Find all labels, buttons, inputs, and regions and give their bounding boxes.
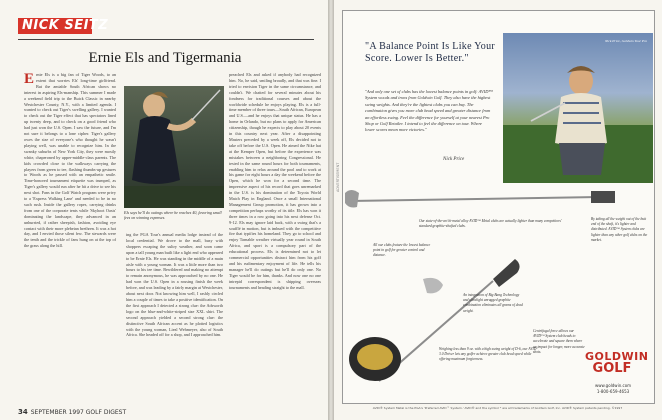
contact-info: [583, 383, 643, 395]
ad-signature: Nick Price: [443, 157, 465, 162]
iron-head-icon: [345, 190, 359, 208]
callout-right: By taking all the weight out of the butt end of the shaft, it's lighter and distributed. AVID™ System clubs are lighter than any other golf clubs on the market.: [591, 217, 648, 242]
ad-quote-body: "And only one set of clubs has the lowest balance points in golf: AVID™ System woods and irons from Goldwin Golf. They also have the highest swing weights. And they're the lightest clubs you can buy. The combination gives you more club head speed and greater distance from an effortless swing. Feel the difference for yourself at your nearest Pro Shop or Golf Retailer. I intend to feel the difference on tour. Where lower scores mean more victories.": [365, 89, 493, 133]
grip-icon-2: [493, 259, 520, 287]
phone-text: 1-800-659-4653: [596, 389, 630, 394]
logo-word-golf: GOLF: [592, 361, 632, 376]
legal-footer: AVID® System Metal is the PGA's 'Preferred AVID™ System.' AVID® and the symbol * are all trademarks of Goldwin Golf, Inc. AVID® System patents pending. ©1997: [372, 406, 623, 410]
left-page: [0, 0, 328, 420]
nick-price-photo: [503, 33, 653, 183]
iron-head-small-icon: [423, 278, 443, 293]
ad-headline-quote: "A Balance Point Is Like Your Score. Lower Is Better.": [365, 41, 495, 64]
page-folio: [18, 408, 126, 416]
callout-top: Our state-of-the-art bi-metal alloy AVID™ Metal clubs are actually lighter than many competitors' standard graphite-shafted clubs.: [419, 219, 562, 229]
page-number: 34: [18, 408, 28, 416]
callout-bottom-right: Centrifugal force allows our AVID™ System club heads to accelerate and square them where an impact for longer, more accurate shots.: [533, 329, 585, 354]
article-column-3: preached Els and asked if anybody had recognized him. No, he said, smiling broadly, and that was fine. I tried to envision Tiger in the same circumstance, and couldn't. We chatted for several minutes about his fondness for traditional courses and about the worldwide schedule he enjoys playing. Els is a full-time member of three tours—South African, European and U.S.—and he enjoys that unique status. He has a home in Orlando, but no plans to apply for American citizenship, though he expects to play about 20 events in this country next year. After a disappointing Masters preceded by a week off, Els decided not to take off before the U.S. Open. He aimed the Nike hat at the Kemper Open, but before the experience was mistakes between a neighboring Congressional. He tested in the same round hours for both tournaments, enabling him to relax around the pool and to work at his game for eight hours a day the weekend before the Open, which he won for a second time. The impressive aspect of his record that goes unremarked in the U.S. is his domination of the Toyota World Match Play in England. Once a small International Management Group promotion, it has grown into a competition perhaps worthy of its title. Els has won it three times in a row going into his next defense Oct. 9-12. Els may ignore laid back, with a swing that's a soufflé in motion, but is imbued with the competitive fire that typifies his homeland. They go to school and enjoy Tarnable weather virtually year round in South Africa, and sport is a compulsory part of the educational process. Els is determined not to let commercial opportunities distract him from his golf and his rudimentary enjoyment of life. He tells his manager he'll do outings but he'll do only one. No Tiger would be for him, thanks. And now one no one intrepid correspondent is shipping overseas tournaments and heading straight to the mall.: [229, 72, 321, 290]
advertisement-frame: [342, 10, 655, 404]
photo-caption: Els says he'll do outings where he reaches 40, favoring small fees on winning expenses.: [124, 210, 222, 220]
callout-left-2: An integration of Big Bang Technology and ultralight unrugged graphite combination eliminates all grams of dead weight.: [463, 293, 523, 313]
drop-cap: E: [24, 72, 35, 87]
goldwin-logo: [585, 350, 649, 376]
photo-credit: Nick Price, Goldwin Tour Pro: [604, 39, 647, 43]
ernie-els-photo: [124, 86, 224, 208]
header-rule: [18, 39, 314, 40]
golfer-swing-illustration: [124, 86, 224, 208]
article-column-2: ing the PGA Tour's annual media lodge instead of the local credential. We drove to the mall, busy with shoppers escaping the sultry weather, and soon came upon a tall young man built like a light end who appeared to be Ernie Els. He was standing in the middle of a main aisle with a young woman. It was a little more than two hours to his tee time. Bewildered and making no attempt to remain anonymous, he was approached by no one. He had won the U.S. Open in a rousing finish the week before, and was leading by a fairly margin at Westchester, about next door. Not knowing him well, I rashly circled him a couple of times to take a positive identification. On the first approach I detected a strong clue: the Adsworth logo on the blue-and-white-striped size XXL shirt. The second approach yielded a second strong clue: the distinctive South African accent as he plotted logistics with the young woman, Liezl Wehmeyer, also of South Africa. She headed off for a shop, and I approached him.: [126, 232, 223, 338]
article-column-1-text: rnie Els is a big fan of Tiger Woods, to an extent that worries Els' long-time girlfriend. But the amiable South African shows no interest in aspiring Els-manship. This summer I made a weekend field trip to the Buick Classic in nearby Westchester County, N.Y., with a limited agenda. I wanted to check out Tiger's swelling gallery. I wanted to check out the Tiger effect that has spectators lined up twenty deep, and to check on a good friend who had just won the U.S. Open. I saw the future, and I'm not sure it belongs to a lone cipher. Tiger's gallery owes the size of everyone's who thought he wasn't playing well, was unable to recognize him. In the swanky suburbs of New York City, they were mostly white, chaperoned by upper-middle-class parents. The kids crowded close to the walkways carrying the players from green to tee, flashing thumbs-up gestures to Woods as he passed with an empathetic smile. Time-honored tournament etiquette was trumped, as Tiger's gallery would run after he hit a drive to see his next shot. Fans in the Golf Watch program were privy to a 'Express Walking Lane' and needed to be in no such rush. Inside the gallery ropes, carrying drinks from one of the corporate tents while 'Skyhoot Oasis' dominating the landscape, they advanced in an unhurried, if rather sheepish, fashion, avoiding eye contact with their more plebeian brethren. It was a hot day, and I envied those silent few. The stewards were the tenth and the trickle of fans hung on at the top of the grass along the hill.: [24, 72, 116, 249]
article-headline: Ernie Els and Tigermania: [88, 50, 242, 66]
callout-bottom: Weighing less than 9 oz. with a high swing weight of D-6, our AVID-3.0 Driver lets any golfer achieve greater club head speed while offering maximum forgiveness.: [439, 347, 538, 362]
folio-text: SEPTEMBER 1997 GOLF DIGEST: [30, 409, 127, 416]
column-name: NICK SEITZ: [22, 18, 109, 33]
advertisement-side-label: ADVERTISEMENT: [336, 162, 340, 192]
golfer-portrait-illustration: [503, 33, 653, 183]
callout-left-1: All our clubs feature the lowest balance point in golf for greater control and distance.: [373, 243, 431, 258]
website-text: www.goldwin.com: [594, 383, 632, 388]
grip-icon: [591, 191, 615, 203]
article-column-1: [24, 72, 116, 402]
right-page: [334, 0, 662, 420]
logo-word-goldwin: GOLDWIN: [585, 350, 649, 363]
